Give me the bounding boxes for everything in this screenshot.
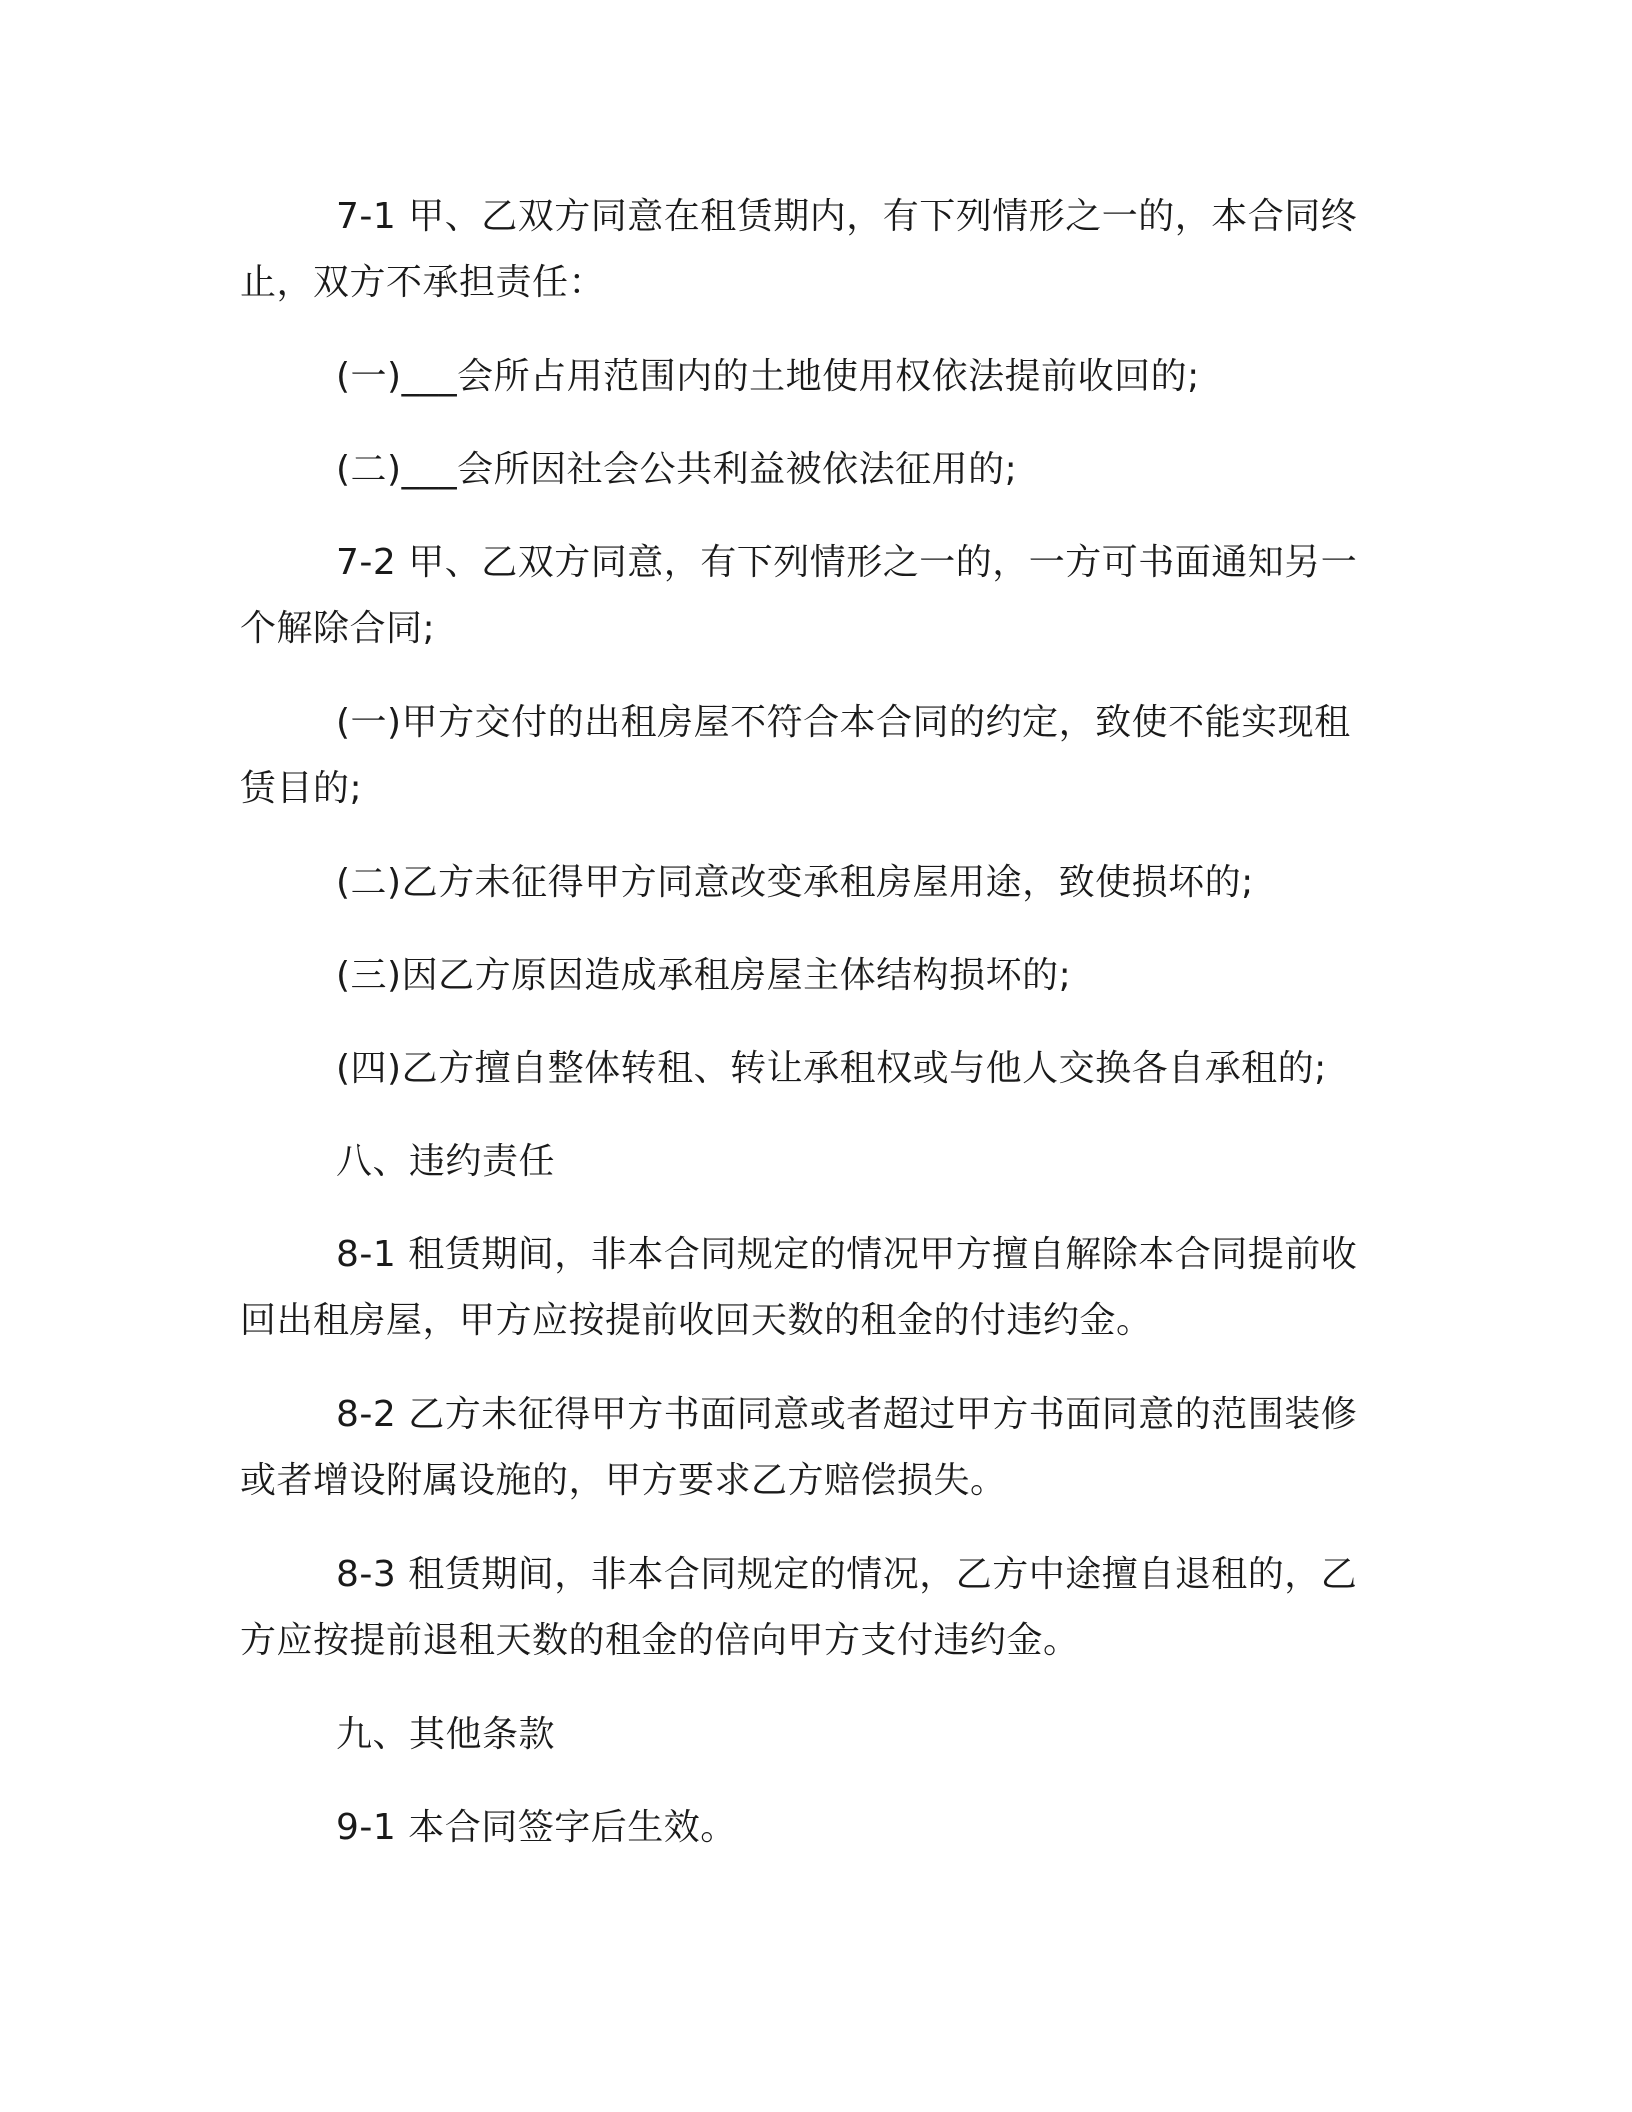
section-heading-9: 九、其他条款 bbox=[336, 1714, 556, 1755]
clause-7-2-item-3: (三)因乙方原因造成承租房屋主体结构损坏的; bbox=[336, 955, 1072, 996]
clause-7-2-item-4: (四)乙方擅自整体转租、转让承租权或与他人交换各自承租的; bbox=[336, 1048, 1327, 1089]
clause-8-2: 8-2 乙方未征得甲方书面同意或者超过甲方书面同意的范围装修或者增设附属设施的，甲方要求乙方赔偿损失。 bbox=[240, 1394, 1358, 1501]
clause-9-1: 9-1 本合同签字后生效。 bbox=[336, 1807, 737, 1848]
clause-7-2-item-1: (一)甲方交付的出租房屋不符合本合同的约定，致使不能实现租赁目的; bbox=[240, 702, 1351, 809]
clause-7-1-item-2: (二)___会所因社会公共利益被依法征用的; bbox=[336, 449, 1018, 490]
clause-8-1: 8-1 租赁期间，非本合同规定的情况甲方擅自解除本合同提前收回出租房屋，甲方应按提前收回天数的租金的付违约金。 bbox=[240, 1234, 1358, 1341]
clause-7-1: 7-1 甲、乙双方同意在租赁期内，有下列情形之一的，本合同终止，双方不承担责任： bbox=[240, 196, 1358, 303]
section-heading-8: 八、违约责任 bbox=[336, 1141, 556, 1182]
clause-7-1-item-1: (一)___会所占用范围内的土地使用权依法提前收回的; bbox=[336, 356, 1200, 397]
clause-7-2-item-2: (二)乙方未征得甲方同意改变承租房屋用途，致使损坏的; bbox=[336, 862, 1254, 903]
clause-8-3: 8-3 租赁期间，非本合同规定的情况，乙方中途擅自退租的，乙方应按提前退租天数的租金的倍向甲方支付违约金。 bbox=[240, 1554, 1358, 1661]
clause-7-2: 7-2 甲、乙双方同意，有下列情形之一的，一方可书面通知另一个解除合同; bbox=[240, 542, 1358, 649]
